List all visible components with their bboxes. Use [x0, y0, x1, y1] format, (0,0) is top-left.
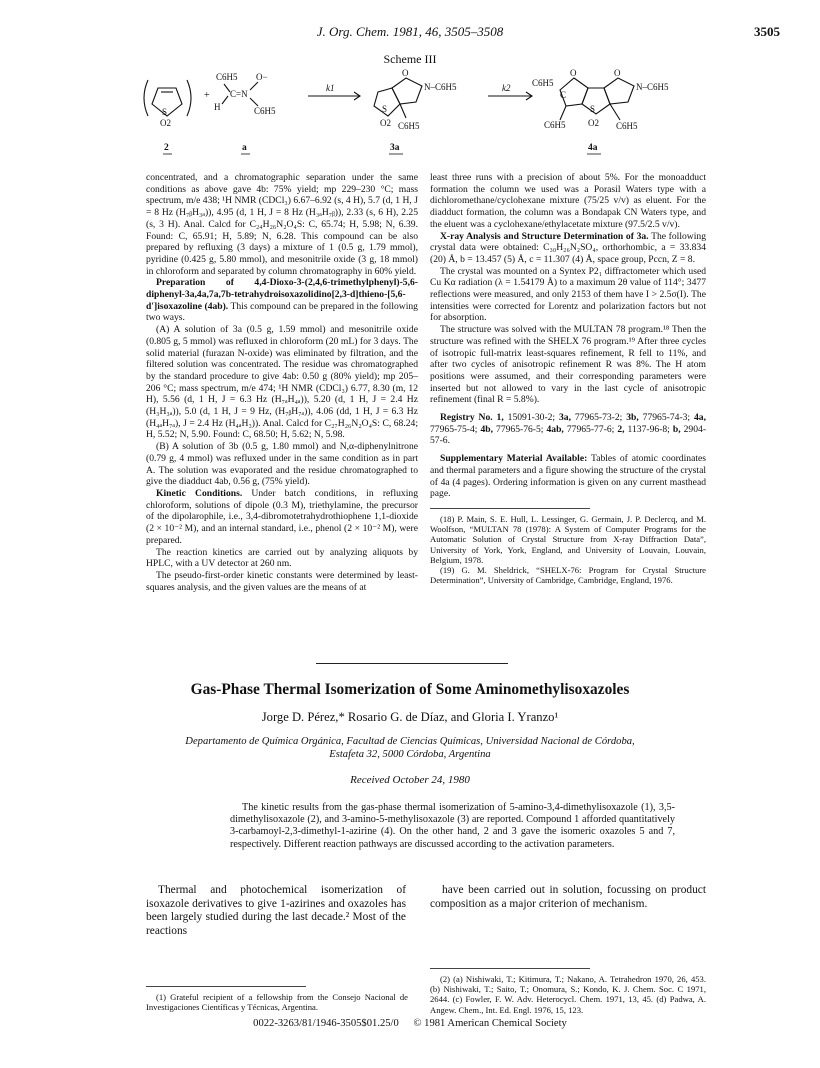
bold-run: 4ab,	[546, 423, 564, 435]
compound-label-3a: 3a	[390, 143, 400, 153]
paragraph	[430, 231, 706, 266]
ring-compound-4a-right	[604, 78, 634, 104]
paragraph	[430, 453, 706, 500]
atom-s-2: S	[162, 107, 168, 117]
footer-copyright: © 1981 American Chemical Society	[413, 1018, 567, 1029]
paragraph	[430, 172, 706, 231]
text-run: Under batch conditions, in refluxing chloroform, solutions of dipole (0.3 M), triethylamine, the precursor of the dipolarophile, i.e., 3,4-dibromotetrahydrothiophene 1,1-dioxide (2 × 10⁻² M), and an internal standard, i.e., phenol (2 × 10⁻² M), were prepared.	[146, 487, 418, 546]
text-run: The reaction kinetics are carried out by analyzing aliquots by HPLC, with a UV detector at 260 nm.	[146, 546, 418, 570]
right-column	[430, 172, 706, 585]
text-run: This compound can be prepared in the following two ways.	[146, 300, 418, 324]
text-run: 1137-96-8;	[624, 423, 673, 435]
text-run: 2904-57-6.	[430, 423, 707, 447]
atom-c6h5-4a-right: C6H5	[616, 121, 638, 131]
footnote-2-block	[430, 962, 706, 1015]
text-run: 77965-77-6;	[563, 423, 618, 435]
atom-n-ph-3a: N–C6H5	[424, 82, 457, 92]
paragraph	[146, 324, 418, 441]
atom-o2-4a: O2	[588, 118, 599, 128]
atom-c6h5-4a-top: C6H5	[532, 78, 554, 88]
text-run: 77965-74-3;	[638, 412, 694, 424]
atom-h-nitrone: H	[214, 102, 221, 112]
atom-c-4a: C	[560, 90, 567, 100]
article-affiliation	[0, 735, 820, 761]
paragraph	[146, 441, 418, 488]
paragraph	[146, 172, 418, 277]
atom-o-3a: O	[402, 68, 409, 78]
body-text-left: Thermal and photochemical isomerization of isoxazole derivatives to give 1-azirines and oxazoles has been largely studied during the last decade.² Most of the reactions	[146, 884, 406, 937]
atom-o2-2: O2	[160, 118, 171, 128]
paragraph	[146, 547, 418, 570]
footer-code: 0022-3263/81/1946-3505$01.25/0	[253, 1018, 399, 1029]
atom-c6h5-4a-left: C6H5	[544, 120, 566, 130]
paragraph	[430, 324, 706, 406]
bold-run: 4a,	[694, 412, 706, 424]
text-run: 77965-73-2;	[571, 412, 627, 424]
bold-run: Supplementary Material Available:	[440, 453, 588, 465]
footnote-1-block	[146, 980, 408, 1012]
paragraph	[146, 277, 418, 324]
bold-run: Kinetic Conditions.	[156, 487, 243, 499]
article-authors: Jorge D. Pérez,* Rosario G. de Díaz, and Gloria I. Yranzo¹	[261, 710, 559, 724]
article-title: Gas-Phase Thermal Isomerization of Some Aminomethylisoxazoles	[190, 681, 630, 698]
compound-label-a: a	[242, 143, 247, 153]
text-run: 15091-30-2;	[503, 412, 559, 424]
text-run: (19) G. M. Sheldrick, “SHELX-76: Program for Crystal Structure Determination”, University of Cambridge, Cambridge, England, 1976.	[430, 565, 706, 586]
atom-c6h5-nitrone: C6H5	[216, 72, 238, 82]
bold-run: 2,	[617, 423, 625, 435]
paragraph	[430, 412, 706, 447]
affiliation-line-1: Departamento de Química Orgánica, Facultad de Ciencias Químicas, Universidad Nacional de Córdoba,	[185, 736, 635, 747]
body-text-right: have been carried out in solution, focussing on product composition as a major criterion of mechanism.	[430, 884, 706, 910]
text-run: (18) P. Main, S. E. Hull, L. Lessinger, G. Germain, J. P. Declercq, and M. Woolfson, “MULTAN 78 (1978): A System of Computer Programs for the Automatic Solution of Crystal Structure from X-ray Diffraction Data”, University of York, York, England, and University of Louvain, Louvain, Belgium, 1978.	[430, 513, 706, 565]
footnote-paragraph	[430, 514, 706, 565]
compound-label-4a: 4a	[588, 143, 598, 153]
footnote-rule-right	[430, 968, 590, 969]
affiliation-line-2: Estafeta 32, 5000 Córdoba, Argentina	[329, 749, 491, 760]
ring-compound-3a-isoxazolidine	[392, 78, 422, 104]
atom-c6h5-nitrone-n: C6H5	[254, 106, 276, 116]
scheme-title: Scheme III	[383, 52, 437, 66]
atom-o-4a-right: O	[614, 68, 621, 78]
atom-c6h5-3a: C6H5	[398, 121, 420, 131]
compound-label-2: 2	[164, 143, 169, 153]
atom-c-eq-n: C=N	[230, 89, 248, 99]
bold-run: 3a,	[559, 412, 571, 424]
text-run: concentrated, and a chromatographic separation under the same conditions as above gave 4b: 75% yield; mp 229–230 °C; mass spectrum, m/e 438; ¹H NMR (CDCl₃) 6.67–6.92 (s, 4 H), 5.7 (d, 1 H, J = 8 Hz (H₇ᵦH₃ₐ)), 4.95 (d, 1 H, J = 8 Hz (H₃ₐH₇ᵦ)), 2.33 (s, 6 H), 2.25 (s, 3 H). Anal. Calcd for C₂₄H₂₆N₂O₄S: C, 65.74; H, 5.98; N, 6.39. Found: C, 65.91; H, 5.89; N, 6.28. This compound can be also prepared by refluxing (3 days) a mixture of 1 (0.5 g, 1.79 mmol), pyridine (0.425 g, 5.80 mmol), and mesonitrile oxide (3 g, 18 mmol) in chloroform and separated by column chromatography in 60% yield.	[146, 172, 418, 277]
text-run: (A) A solution of 3a (0.5 g, 1.59 mmol) and mesonitrile oxide (0.805 g, 5 mmol) was refluxed in chloroform (20 mL) for 3 days. The solid material (furazan N-oxide) was eliminated by filtration, and the filtered solution was concentrated. The residue was chromatographed by the standard procedure to give 4ab: 0.50 g (80% yield); mp 205–206 °C; mass spectrum, m/e 474; ¹H NMR (CDCl₃) 6.77, 8.30 (m, 12 H), 5.56 (d, 1 H, J = 6.3 Hz (H₇ₐH₄ₐ)), 5.20 (d, 1 H, J = 2.4 Hz (H₃H₃ₐ)), 5.0 (d, 1 H, J = 9 Hz, (H₇ᵦH₇ₐ)), 4.06 (dd, 1 H, J = 6.3 Hz (H₄ₐH₇ₐ), J = 2.4 Hz (H₄ₐH₃)). Anal. Calcd for C₂₇H₂₆N₂O₄S: C, 68.24; H, 5.52; N, 5.90. Found: C, 68.50; H, 5.62; N, 5.98.	[146, 324, 418, 441]
text-run: Tables of atomic coordinates and thermal parameters and a figure showing the structure of the crystal of 4a (4 pages). Ordering information is given on any current masthead page.	[430, 453, 706, 500]
bold-run: X-ray Analysis and Structure Determination of 3a.	[440, 230, 649, 242]
bold-run: 3b,	[626, 412, 639, 424]
paragraph	[430, 266, 706, 325]
left-column	[146, 172, 418, 593]
text-run: (B) A solution of 3b (0.5 g, 1.80 mmol) and N,α-diphenylnitrone (0.79 g, 4 mmol) was refluxed under in the same condition as in part A. The solution was evaporated and the residue chromatographed to give the diadduct 4ab, 0.56 g, (75% yield).	[146, 441, 418, 488]
label-k2: k2	[502, 83, 511, 93]
text-run: The structure was solved with the MULTAN 78 program.¹⁸ Then the structure was refined with the SHELX 76 program.¹⁹ After three cycles of isotropic full-matrix least-squares refinement, R fell to 11%, and after two cycles of anisotropic refinement R was 8%. The H atom positions were assumed, and their corresponding parameters were inserted but not allowed to vary in the last cycle of anisotropic refinement (final R = 5.8%).	[430, 324, 706, 406]
atom-o-minus: O−	[256, 72, 268, 82]
atom-o2-3a: O2	[380, 118, 391, 128]
text-run: The pseudo-first-order kinetic constants were determined by least-squares analysis, and the given values are the means of at	[146, 569, 418, 593]
text-run: least three runs with a precision of about 5%. For the monoadduct formation the column we used was a Porasil Waters type with a dichloromethane/cyclohexane mixture (75/25 v/v) as eluent. For the diadduct formation, the column was a Bondapak CN Waters type, and the eluent was a cyclohexane/ethylacetate mixture (97.5/2.5 v/v).	[430, 172, 706, 230]
label-k1: k1	[326, 83, 335, 93]
plus-sign: +	[204, 90, 210, 101]
text-run: The crystal was mounted on a Syntex P2₁ diffractometer which used Cu Kα radiation (λ = 1.54179 Å) to a maximum 2θ value of 114°; 3477 reflections were measured, and only 2153 of them have I > 2.5σ(I). The intensities were corrected for Lorentz and polarization factors but not for absorption.	[430, 265, 706, 324]
received-date: Received October 24, 1980	[350, 774, 470, 786]
page-number: 3505	[754, 24, 780, 39]
footnote-rule-left	[146, 986, 306, 987]
atom-o-4a-left: O	[570, 68, 577, 78]
bold-run: Preparation of 4,4-Dioxo-3-(2,4,6-trimethylphenyl)-5,6-diphenyl-3a,4a,7a,7b-tetrahydroisoxazolidino[2,3-d]thieno-[5,6-d′]isoxazoline (4ab).	[146, 277, 418, 312]
reaction-scheme	[130, 66, 750, 168]
bold-run: Registry No. 1,	[440, 412, 504, 424]
atom-s-4a: S	[590, 104, 596, 114]
running-head: J. Org. Chem. 1981, 46, 3505–3508	[316, 24, 504, 39]
abstract: The kinetic results from the gas-phase thermal isomerization of 5-amino-3,4-dimethylisoxazole (1), 3,5-dimethylisoxazole (2), and 3-amino-5-methylisoxazole (3) are reported. Compound 1 afforded quantitatively 3-carbamoyl-2,3-dimethyl-1-azirine (4). On the other hand, 2 and 3 gave the isomeric oxazoles 5 and 7, respectively. Different reaction pathways are discussed according to the activation parameters.	[230, 802, 675, 850]
paragraph	[146, 488, 418, 547]
footnote-1: (1) Grateful recipient of a fellowship from the Consejo Nacional de Investigaciones Científicas y Técnicas, Argentina.	[146, 992, 408, 1013]
footnote-2: (2) (a) Nishiwaki, T.; Kitimura, T.; Nakano, A. Tetrahedron 1970, 26, 453. (b) Nishiwaki, T.; Saito, T.; Onomura, S.; Kondo, K. J. Chem. Soc. C 1971, 2644. (c) Fowler, F. W. Adv. Heterocycl. Chem. 1971, 13, 45. (d) Padwa, A. Angew. Chem., Int. Ed. Engl. 1976, 15, 123.	[430, 974, 706, 1015]
paragraph	[146, 570, 418, 593]
bold-run: b,	[672, 423, 681, 435]
atom-n-ph-4a: N–C6H5	[636, 82, 669, 92]
page-footer	[0, 1018, 820, 1029]
section-divider	[316, 663, 508, 664]
text-run: 77965-75-4;	[430, 423, 481, 435]
footnote-rule	[430, 508, 590, 509]
bold-run: 4b,	[480, 423, 493, 435]
atom-s-3a: S	[382, 104, 388, 114]
text-run: The following crystal data were obtained: C₃₀H₂₆N₂SO₄, orthorhombic, a = 33.834 (20) Å, b = 13.457 (5) Å, c = 11.307 (4) Å, space group, Pccn, Z = 8.	[430, 230, 706, 265]
footnote-paragraph	[430, 565, 706, 585]
text-run: 77965-76-5;	[493, 423, 547, 435]
